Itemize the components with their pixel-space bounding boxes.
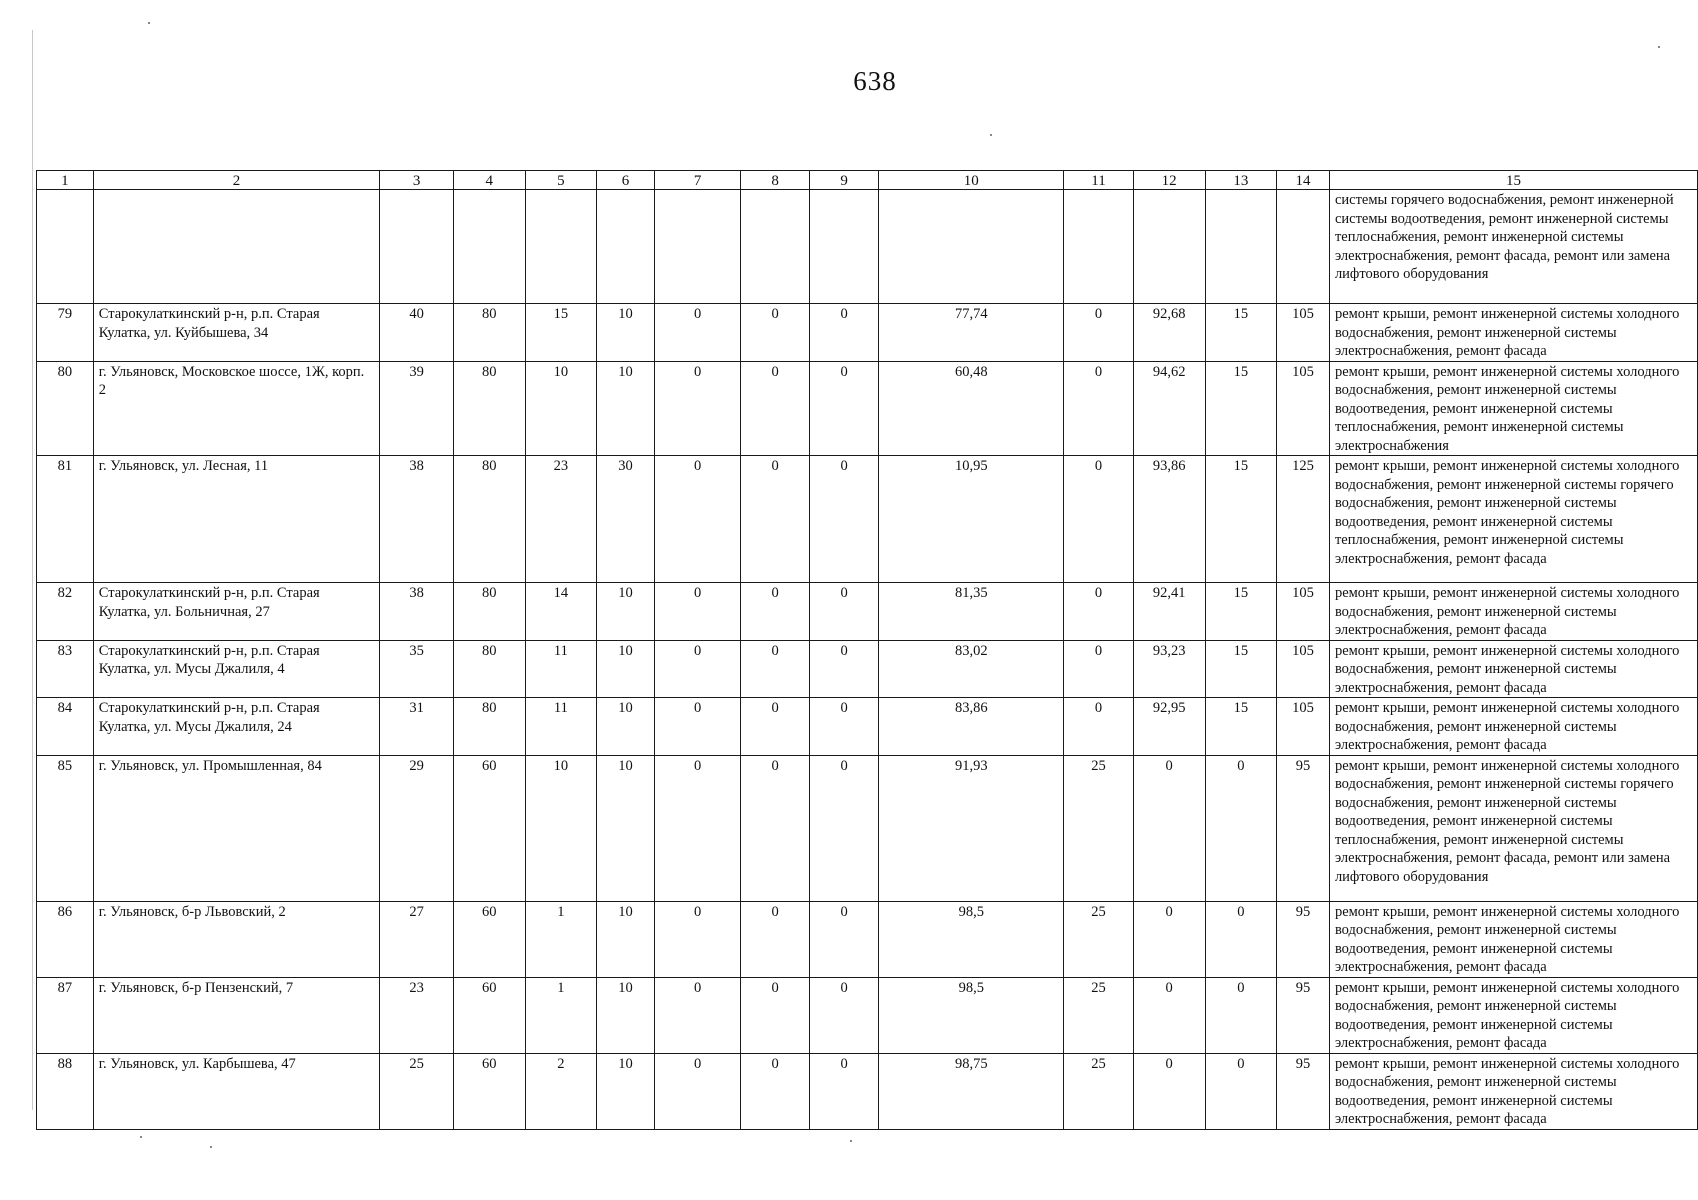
cell-c12: 0 <box>1133 977 1205 1053</box>
cell-c12: 92,95 <box>1133 698 1205 756</box>
column-header: 5 <box>525 171 597 190</box>
table-row <box>37 698 1698 756</box>
cell-c8: 0 <box>741 1053 810 1129</box>
cell-c10: 77,74 <box>879 304 1064 362</box>
column-header: 12 <box>1133 171 1205 190</box>
scan-speck <box>1658 46 1660 48</box>
cell-address: Старокулаткинский р-н, р.п. Старая Кулатка, ул. Больничная, 27 <box>93 583 380 641</box>
cell-c10: 81,35 <box>879 583 1064 641</box>
cell-c7: 0 <box>654 901 740 977</box>
cell-c10: 10,95 <box>879 456 1064 583</box>
cell-c13: 15 <box>1205 698 1277 756</box>
cell-c8: 0 <box>741 977 810 1053</box>
scan-speck <box>210 1146 212 1148</box>
cell-address: г. Ульяновск, ул. Промышленная, 84 <box>93 755 380 901</box>
cell-c4: 60 <box>453 1053 525 1129</box>
cell-c14: 105 <box>1277 304 1330 362</box>
cell-c14: 105 <box>1277 583 1330 641</box>
cell-c12: 0 <box>1133 1053 1205 1129</box>
cell-works: ремонт крыши, ремонт инженерной системы холодного водоснабжения, ремонт инженерной системы водоотведения, ремонт инженерной системы теплоснабжения, ремонт инженерной системы электроснабжения <box>1329 361 1697 456</box>
cell-c11: 0 <box>1064 640 1134 698</box>
cell-c3: 27 <box>380 901 454 977</box>
cell-c7: 0 <box>654 583 740 641</box>
column-header: 15 <box>1329 171 1697 190</box>
column-header: 8 <box>741 171 810 190</box>
cell-works: ремонт крыши, ремонт инженерной системы холодного водоснабжения, ремонт инженерной системы водоотведения, ремонт инженерной системы электроснабжения, ремонт фасада <box>1329 977 1697 1053</box>
column-header: 10 <box>879 171 1064 190</box>
cell-c5: 1 <box>525 977 597 1053</box>
cell-c14: 95 <box>1277 977 1330 1053</box>
cell-c9: 0 <box>809 583 879 641</box>
cell-c3: 40 <box>380 304 454 362</box>
cell-address: Старокулаткинский р-н, р.п. Старая Кулатка, ул. Мусы Джалиля, 24 <box>93 698 380 756</box>
cell-c12: 0 <box>1133 755 1205 901</box>
cell-works: ремонт крыши, ремонт инженерной системы холодного водоснабжения, ремонт инженерной системы горячего водоснабжения, ремонт инженерной системы водоотведения, ремонт инженерной системы теплоснабжения, ремонт инженерной системы электроснабжения, ремонт фасада, ремонт или замена лифтового оборудования <box>1329 755 1697 901</box>
cell-c6: 10 <box>597 640 655 698</box>
cell-num: 83 <box>37 640 94 698</box>
cell-c6: 10 <box>597 361 655 456</box>
scan-speck <box>850 1140 852 1142</box>
table-row <box>37 1053 1698 1129</box>
cell-c6: 10 <box>597 698 655 756</box>
cell-c9: 0 <box>809 456 879 583</box>
cell-c3: 35 <box>380 640 454 698</box>
column-header: 11 <box>1064 171 1134 190</box>
cell-c11: 0 <box>1064 583 1134 641</box>
column-header: 9 <box>809 171 879 190</box>
cell-c4: 80 <box>453 698 525 756</box>
cell-c11: 25 <box>1064 1053 1134 1129</box>
cell-num: 88 <box>37 1053 94 1129</box>
cell-empty <box>525 190 597 304</box>
cell-works: ремонт крыши, ремонт инженерной системы холодного водоснабжения, ремонт инженерной системы водоотведения, ремонт инженерной системы электроснабжения, ремонт фасада <box>1329 1053 1697 1129</box>
header-row <box>37 171 1698 190</box>
cell-empty <box>380 190 454 304</box>
column-header: 4 <box>453 171 525 190</box>
cell-c11: 0 <box>1064 361 1134 456</box>
cell-c3: 39 <box>380 361 454 456</box>
cell-empty <box>654 190 740 304</box>
cell-works: ремонт крыши, ремонт инженерной системы холодного водоснабжения, ремонт инженерной системы электроснабжения, ремонт фасада <box>1329 304 1697 362</box>
cell-c14: 95 <box>1277 755 1330 901</box>
cell-c3: 25 <box>380 1053 454 1129</box>
cell-c4: 60 <box>453 977 525 1053</box>
table-row <box>37 977 1698 1053</box>
column-header: 6 <box>597 171 655 190</box>
table-row <box>37 755 1698 901</box>
cell-c4: 60 <box>453 755 525 901</box>
cell-works: ремонт крыши, ремонт инженерной системы холодного водоснабжения, ремонт инженерной системы горячего водоснабжения, ремонт инженерной системы водоотведения, ремонт инженерной системы теплоснабжения, ремонт инженерной системы электроснабжения, ремонт фасада <box>1329 456 1697 583</box>
cell-c11: 25 <box>1064 755 1134 901</box>
column-header: 3 <box>380 171 454 190</box>
cell-c8: 0 <box>741 698 810 756</box>
cell-c6: 10 <box>597 901 655 977</box>
cell-c4: 80 <box>453 456 525 583</box>
cell-address: г. Ульяновск, ул. Карбышева, 47 <box>93 1053 380 1129</box>
cell-c9: 0 <box>809 640 879 698</box>
cell-address: г. Ульяновск, ул. Лесная, 11 <box>93 456 380 583</box>
cell-c4: 80 <box>453 640 525 698</box>
cell-c13: 15 <box>1205 304 1277 362</box>
cell-address: Старокулаткинский р-н, р.п. Старая Кулатка, ул. Куйбышева, 34 <box>93 304 380 362</box>
scan-edge-line <box>32 30 33 1110</box>
cell-address: г. Ульяновск, б-р Львовский, 2 <box>93 901 380 977</box>
cell-empty <box>1205 190 1277 304</box>
cell-works: ремонт крыши, ремонт инженерной системы холодного водоснабжения, ремонт инженерной системы электроснабжения, ремонт фасада <box>1329 583 1697 641</box>
register-table-container <box>36 170 1698 1130</box>
cell-num: 81 <box>37 456 94 583</box>
table-row <box>37 640 1698 698</box>
cell-c14: 95 <box>1277 901 1330 977</box>
cell-address: Старокулаткинский р-н, р.п. Старая Кулатка, ул. Мусы Джалиля, 4 <box>93 640 380 698</box>
cell-empty <box>37 190 94 304</box>
cell-c11: 25 <box>1064 901 1134 977</box>
cell-c8: 0 <box>741 755 810 901</box>
cell-c3: 31 <box>380 698 454 756</box>
cell-address: г. Ульяновск, Московское шоссе, 1Ж, корп. 2 <box>93 361 380 456</box>
cell-c13: 15 <box>1205 583 1277 641</box>
cell-c5: 2 <box>525 1053 597 1129</box>
cell-c10: 98,75 <box>879 1053 1064 1129</box>
cell-empty <box>453 190 525 304</box>
cell-c5: 1 <box>525 901 597 977</box>
cell-num: 85 <box>37 755 94 901</box>
column-header: 7 <box>654 171 740 190</box>
cell-empty <box>1133 190 1205 304</box>
cell-num: 82 <box>37 583 94 641</box>
cell-c10: 98,5 <box>879 901 1064 977</box>
cell-empty <box>741 190 810 304</box>
cell-c14: 105 <box>1277 640 1330 698</box>
cell-c11: 0 <box>1064 698 1134 756</box>
cell-c5: 14 <box>525 583 597 641</box>
cell-c12: 93,23 <box>1133 640 1205 698</box>
cell-address: г. Ульяновск, б-р Пензенский, 7 <box>93 977 380 1053</box>
cell-c9: 0 <box>809 755 879 901</box>
column-header: 14 <box>1277 171 1330 190</box>
cell-c7: 0 <box>654 456 740 583</box>
cell-c4: 80 <box>453 304 525 362</box>
cell-c10: 60,48 <box>879 361 1064 456</box>
cell-c10: 98,5 <box>879 977 1064 1053</box>
cell-c13: 15 <box>1205 361 1277 456</box>
cell-c4: 80 <box>453 583 525 641</box>
cell-c5: 10 <box>525 361 597 456</box>
cell-c13: 0 <box>1205 755 1277 901</box>
cell-c9: 0 <box>809 698 879 756</box>
table-row <box>37 901 1698 977</box>
cell-works: ремонт крыши, ремонт инженерной системы холодного водоснабжения, ремонт инженерной системы водоотведения, ремонт инженерной системы электроснабжения, ремонт фасада <box>1329 901 1697 977</box>
cell-c13: 15 <box>1205 456 1277 583</box>
cell-c3: 29 <box>380 755 454 901</box>
cell-c6: 10 <box>597 755 655 901</box>
cell-c8: 0 <box>741 901 810 977</box>
page-number: 638 <box>853 66 897 96</box>
cell-c6: 10 <box>597 583 655 641</box>
cell-c6: 10 <box>597 977 655 1053</box>
cell-c7: 0 <box>654 977 740 1053</box>
cell-c8: 0 <box>741 304 810 362</box>
cell-c8: 0 <box>741 583 810 641</box>
cell-empty <box>1277 190 1330 304</box>
cell-c14: 105 <box>1277 698 1330 756</box>
table-row <box>37 304 1698 362</box>
cell-c5: 15 <box>525 304 597 362</box>
cell-works: системы горячего водоснабжения, ремонт инженерной системы водоотведения, ремонт инженерной системы теплоснабжения, ремонт инженерной системы электроснабжения, ремонт фасада, ремонт или замена лифтового оборудования <box>1329 190 1697 304</box>
cell-c5: 10 <box>525 755 597 901</box>
cell-c9: 0 <box>809 901 879 977</box>
cell-c9: 0 <box>809 1053 879 1129</box>
cell-c3: 38 <box>380 583 454 641</box>
cell-c7: 0 <box>654 304 740 362</box>
column-header: 1 <box>37 171 94 190</box>
table-row <box>37 456 1698 583</box>
cell-c9: 0 <box>809 977 879 1053</box>
cell-c14: 125 <box>1277 456 1330 583</box>
cell-c14: 95 <box>1277 1053 1330 1129</box>
scan-speck <box>148 22 150 24</box>
cell-c13: 0 <box>1205 977 1277 1053</box>
cell-c12: 92,41 <box>1133 583 1205 641</box>
cell-c5: 11 <box>525 640 597 698</box>
cell-c12: 94,62 <box>1133 361 1205 456</box>
cell-c10: 83,86 <box>879 698 1064 756</box>
cell-c5: 11 <box>525 698 597 756</box>
cell-num: 87 <box>37 977 94 1053</box>
table-row <box>37 361 1698 456</box>
cell-c10: 83,02 <box>879 640 1064 698</box>
cell-c13: 0 <box>1205 901 1277 977</box>
table-row <box>37 583 1698 641</box>
cell-c6: 10 <box>597 304 655 362</box>
column-header: 13 <box>1205 171 1277 190</box>
table-row-continuation <box>37 190 1698 304</box>
cell-c9: 0 <box>809 361 879 456</box>
cell-c7: 0 <box>654 1053 740 1129</box>
cell-c7: 0 <box>654 361 740 456</box>
cell-c13: 0 <box>1205 1053 1277 1129</box>
cell-c14: 105 <box>1277 361 1330 456</box>
cell-c8: 0 <box>741 640 810 698</box>
cell-empty <box>879 190 1064 304</box>
cell-c9: 0 <box>809 304 879 362</box>
cell-c7: 0 <box>654 640 740 698</box>
cell-c5: 23 <box>525 456 597 583</box>
cell-empty <box>93 190 380 304</box>
cell-c8: 0 <box>741 361 810 456</box>
column-header: 2 <box>93 171 380 190</box>
cell-c3: 38 <box>380 456 454 583</box>
cell-num: 86 <box>37 901 94 977</box>
cell-num: 80 <box>37 361 94 456</box>
scan-speck <box>140 1136 142 1138</box>
cell-c11: 0 <box>1064 304 1134 362</box>
cell-c4: 80 <box>453 361 525 456</box>
register-table <box>36 170 1698 1130</box>
cell-c7: 0 <box>654 755 740 901</box>
cell-c6: 10 <box>597 1053 655 1129</box>
cell-c11: 0 <box>1064 456 1134 583</box>
cell-empty <box>597 190 655 304</box>
cell-c8: 0 <box>741 456 810 583</box>
cell-num: 79 <box>37 304 94 362</box>
cell-works: ремонт крыши, ремонт инженерной системы холодного водоснабжения, ремонт инженерной системы электроснабжения, ремонт фасада <box>1329 698 1697 756</box>
cell-c12: 0 <box>1133 901 1205 977</box>
cell-c10: 91,93 <box>879 755 1064 901</box>
cell-num: 84 <box>37 698 94 756</box>
cell-empty <box>809 190 879 304</box>
cell-c12: 93,86 <box>1133 456 1205 583</box>
cell-c6: 30 <box>597 456 655 583</box>
cell-c3: 23 <box>380 977 454 1053</box>
cell-c7: 0 <box>654 698 740 756</box>
cell-c13: 15 <box>1205 640 1277 698</box>
scan-speck <box>990 134 992 136</box>
cell-c11: 25 <box>1064 977 1134 1053</box>
cell-c12: 92,68 <box>1133 304 1205 362</box>
cell-c4: 60 <box>453 901 525 977</box>
cell-works: ремонт крыши, ремонт инженерной системы холодного водоснабжения, ремонт инженерной системы электроснабжения, ремонт фасада <box>1329 640 1697 698</box>
cell-empty <box>1064 190 1134 304</box>
